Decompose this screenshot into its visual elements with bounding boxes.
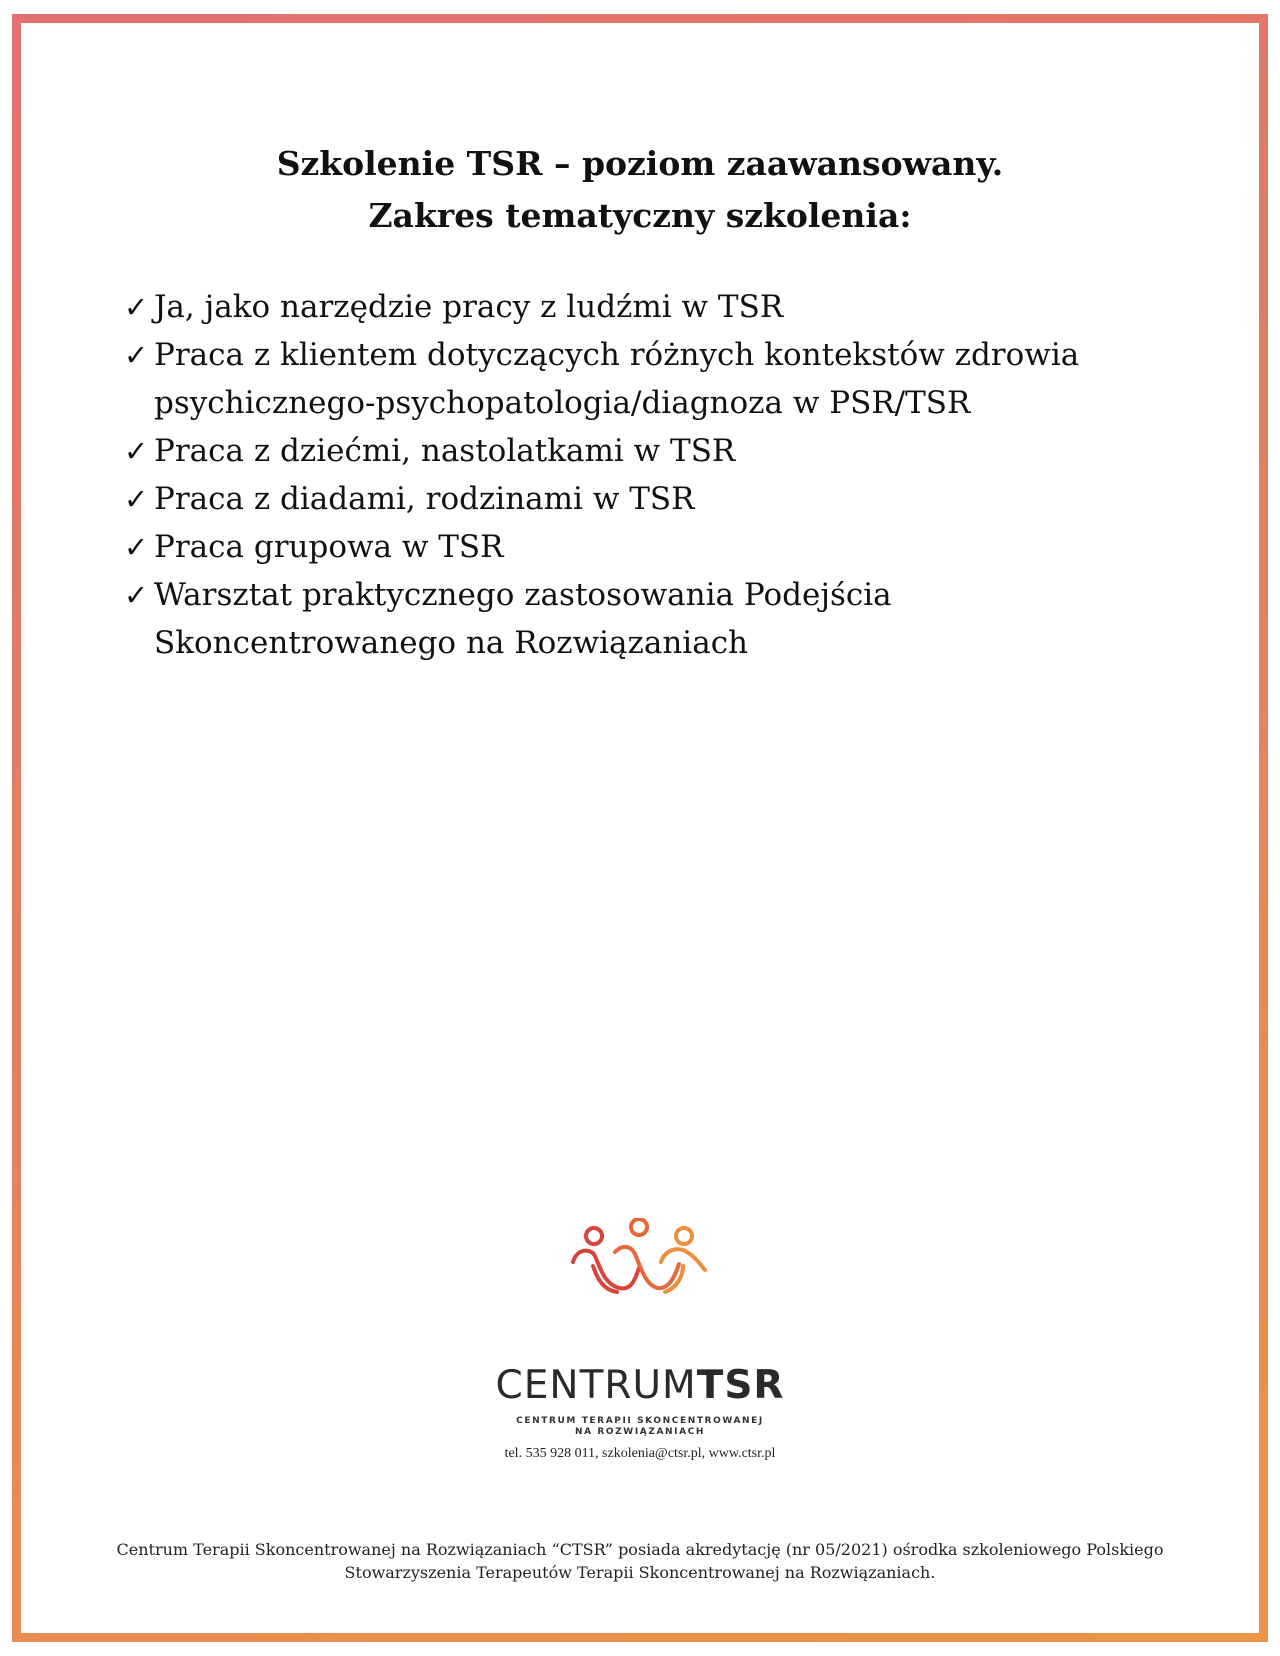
accreditation-note xyxy=(40,1538,1240,1584)
list-item-text-continued: Skoncentrowanego na Rozwiązaniach xyxy=(154,625,749,661)
brand-name-bold: TSR xyxy=(696,1363,785,1408)
accreditation-line-2: Stowarzyszenia Terapeutów Terapii Skoncentrowanej na Rozwiązaniach. xyxy=(344,1563,936,1582)
list-item-text: Praca z diadami, rodzinami w TSR xyxy=(154,481,695,517)
checkmark-icon: ✓ xyxy=(124,482,149,516)
brand-subtitle xyxy=(0,1416,1280,1438)
page-title xyxy=(0,138,1280,242)
three-people-logo-icon xyxy=(565,1218,715,1308)
person-head-icon xyxy=(631,1219,647,1235)
contact-info: tel. 535 928 011, szkolenia@ctsr.pl, www.ctsr.pl xyxy=(504,1446,776,1461)
brand-name-light: CENTRUM xyxy=(495,1363,697,1408)
checkmark-icon: ✓ xyxy=(124,578,149,612)
accreditation-line-1: Centrum Terapii Skoncentrowanej na Rozwiązaniach “CTSR” posiada akredytację (nr 05/2021) ośrodka szkoleniowego Polskiego xyxy=(116,1540,1164,1559)
checkmark-icon: ✓ xyxy=(124,530,149,564)
list-item xyxy=(124,523,1124,571)
person-head-icon xyxy=(676,1228,692,1244)
title-line-2: Zakres tematyczny szkolenia: xyxy=(368,196,912,235)
title-line-1: Szkolenie TSR – poziom zaawansowany. xyxy=(276,144,1004,183)
person-head-icon xyxy=(586,1228,602,1244)
list-item xyxy=(124,283,1124,331)
list-item-text: Praca z dziećmi, nastolatkami w TSR xyxy=(154,433,736,469)
list-item xyxy=(124,331,1124,427)
brand-subtitle-line-1: CENTRUM TERAPII SKONCENTROWANEJ xyxy=(516,1416,764,1426)
checkmark-icon: ✓ xyxy=(124,338,149,372)
list-item xyxy=(124,427,1124,475)
list-item-text: Praca z klientem dotyczących różnych kontekstów zdrowia xyxy=(154,337,1080,373)
person-body-icon xyxy=(573,1251,639,1289)
list-item-text: Praca grupowa w TSR xyxy=(154,529,504,565)
list-item xyxy=(124,475,1124,523)
list-item-text: Warsztat praktycznego zastosowania Podejścia xyxy=(154,577,892,613)
brand-subtitle-line-2: NA ROZWIĄZANIACH xyxy=(574,1427,706,1437)
logo xyxy=(0,1218,1280,1462)
checkmark-icon: ✓ xyxy=(124,434,149,468)
list-item-text: Ja, jako narzędzie pracy z ludźmi w TSR xyxy=(154,289,784,325)
list-item-text-continued: psychicznego-psychopatologia/diagnoza w PSR/TSR xyxy=(154,385,971,421)
checkmark-icon: ✓ xyxy=(124,290,149,324)
list-item xyxy=(124,571,1124,667)
brand-name xyxy=(0,1364,1280,1408)
topic-list xyxy=(124,283,1124,667)
